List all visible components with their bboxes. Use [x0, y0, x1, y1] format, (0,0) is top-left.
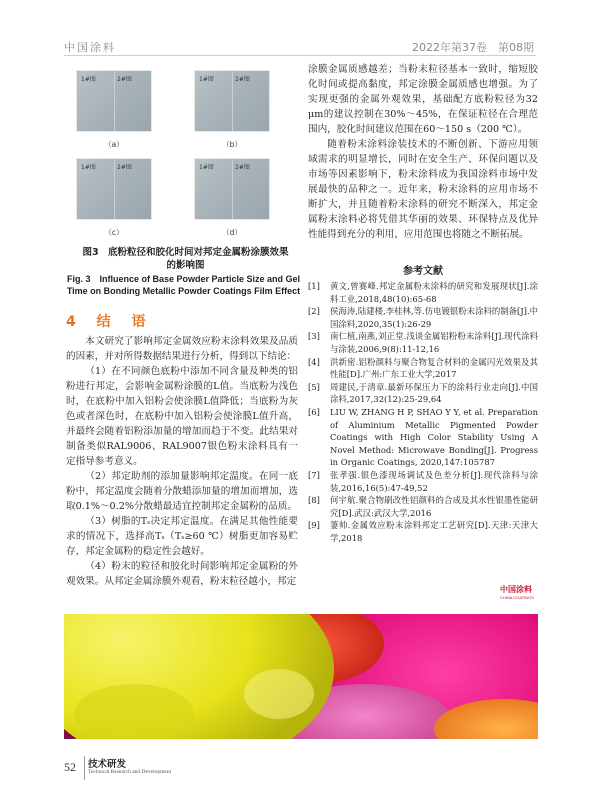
panel-label-right: 2#图: [235, 164, 250, 171]
reference-text: 张孝强.银色漆现场调试及色差分析[J].现代涂料与涂装,2016,16(5):47-49,52: [330, 469, 538, 493]
paragraph: 涂膜金属质感越差；当粉末粒径基本一致时，缩短胶化时间或提高黏度，邦定涂膜金属质感也增强。为了实现更强的金属外观效果，基础配方底粉粒径为32 μm的建议控制在30%～45%，在保证粒径在合理范围内，胶化时间建议范围在60～150 s（200 ℃）。: [308, 64, 538, 135]
reference-text: 侯海涛,陆建楼,李桂林,等.仿电镀银粉末涂料的制备[J].中国涂料,2020,35(1):26-29: [330, 306, 538, 329]
reference-number: [2]: [308, 306, 320, 317]
panel-label-left: 1#图: [199, 76, 214, 83]
reference-number: [4]: [308, 356, 320, 367]
reference-number: [7]: [308, 469, 320, 480]
paragraph: （1）在不同颜色底粉中添加不同含量及种类的铝粉进行邦定，会影响金属粉涂膜的L值。当底粉为浅色时，在底粉中加入铝粉会使涂膜L值降低；当底粉为灰色或者深色时，在底粉中加入铝粉会使涂膜L值升高，并最终会随着铝粉添加量的增加而趋于不变。此结果对制备类似RAL9006、RAL9007银色粉末涂料具有一定指导参考意义。: [66, 366, 298, 467]
left-column-body: [66, 334, 298, 589]
panel-caption-b: （b）: [222, 140, 242, 149]
paragraph: （3）树脂的Tₛ决定邦定温度。在满足其他性能要求的情况下，选择高Tₛ（Tₛ≥60 ℃）树脂更加容易贮存，邦定金属粉的稳定性会越好。: [66, 516, 298, 557]
figure-caption-en: Fig. 3 Influence of Base Powder Particle Size and Gel Time on Bonding Metallic Powder Coatings Film Effect: [66, 274, 301, 296]
reference-text: 洪新密.铝粉颜料与聚合物复合材料的金属闪光效果及其性能[D].广州:广东工业大学,2017: [330, 356, 538, 380]
reference-text: 南仁植,南燕,刘正堂.浅谈金属铝粉粉末涂料[J].现代涂料与涂装,2006,9(8):11-12,16: [330, 331, 538, 354]
panel-divider: [232, 71, 233, 131]
panel-label-left: 1#图: [81, 76, 96, 83]
figure-panel-a: [76, 70, 152, 132]
reference-text: LIU W, ZHANG H P, SHAO Y Y, et al. Preparation of Aluminium Metallic Pigmented Powder Coatings with High Color Stability Using A Novel Method: Microwave Bonding[J]. Progress in Organic Coatings, 2020,147:105787: [330, 406, 538, 468]
reference-text: 黄文,曾赛峰.邦定金属粉末涂料的研究和发展现状[J].涂料工业,2018,48(10):65-68: [330, 281, 538, 304]
reference-item: [308, 280, 538, 305]
page-number: 52: [64, 760, 76, 774]
reference-item: [308, 330, 538, 355]
panel-label-left: 1#图: [199, 164, 214, 171]
footer-section-en: Technical Research and Development: [88, 769, 172, 775]
figure-panel-c: [76, 158, 152, 220]
logo-mark: 中国涂料: [500, 585, 532, 594]
figure-3: [66, 62, 296, 242]
panel-divider: [232, 159, 233, 219]
footer-section-zh: 技术研发: [88, 759, 127, 770]
footer-divider: [84, 756, 85, 780]
reference-number: [5]: [308, 381, 320, 392]
reference-item: [308, 494, 538, 519]
reference-number: [1]: [308, 281, 320, 291]
paragraph: 本文研究了影响邦定金属效应粉末涂料效果及品质的因素，并对所得数据结果进行分析，得到以下结论：: [66, 336, 298, 362]
journal-name: 中国涂料: [64, 41, 116, 54]
reference-text: 周建民,于清章.最新环保压力下的涂料行业走向[J].中国涂料,2017,32(12):25-29,64: [330, 381, 538, 405]
reference-text: 何宇航.聚合物刷改性铝颜料的合成及其水性银墨性能研究[D].武汉:武汉大学,2016: [330, 495, 538, 518]
reference-item: [308, 406, 538, 469]
figure-panel-d: [194, 158, 270, 220]
panel-caption-c: （c）: [104, 228, 124, 237]
paragraph: （4）粉末的粒径和胶化时间影响邦定金属粉的外观效果。从邦定金属涂膜外观看，粉末粒径越小，邦定: [66, 561, 298, 587]
header-rule: [64, 55, 536, 56]
journal-logo: [500, 584, 540, 598]
powder-pigments-photo: [64, 614, 538, 739]
references-title: 参考文献: [403, 266, 443, 277]
reference-number: [6]: [308, 406, 320, 417]
right-column-body: [308, 62, 538, 242]
figure-caption-zh: 图3 底粉粒径和胶化时间对邦定金属粉涂膜效果的影响图: [82, 247, 289, 271]
reference-number: [8]: [308, 495, 320, 506]
logo-subtitle: CHINA COATINGS: [500, 595, 534, 600]
references-list: [308, 280, 538, 544]
reference-text: 萋帅.金属效应粉末涂料邦定工艺研究[D].天津:天津大学,2018: [330, 520, 538, 543]
reference-item: [308, 381, 538, 406]
page-footer: [64, 756, 264, 780]
panel-label-right: 2#图: [117, 76, 132, 83]
panel-caption-d: （d）: [222, 228, 242, 237]
reference-item: [308, 519, 538, 544]
pigment-image: [64, 614, 538, 739]
issue-info: 2022年第37卷 第08期: [412, 41, 534, 54]
panel-label-right: 2#图: [235, 76, 250, 83]
reference-item: [308, 469, 538, 494]
page-header: [0, 0, 600, 56]
reference-number: [3]: [308, 331, 320, 342]
reference-number: [9]: [308, 520, 320, 531]
panel-divider: [114, 159, 115, 219]
section-title: 4 结 语: [66, 314, 154, 330]
reference-item: [308, 305, 538, 330]
panel-label-left: 1#图: [81, 164, 96, 171]
paragraph: （2）邦定助剂的添加量影响邦定温度。在同一底粉中，邦定温度会随着分散蜡添加量的增加而增加，选取0.1%～0.2%分散蜡最适宜控制邦定金属粉的品质。: [66, 471, 298, 512]
figure-panel-b: [194, 70, 270, 132]
panel-caption-a: （a）: [104, 140, 124, 149]
reference-item: [308, 356, 538, 381]
panel-label-right: 2#图: [117, 164, 132, 171]
paragraph: 随着粉末涂料涂装技术的不断创新、下游应用领域需求的明显增长，同时在安全生产、环保问题以及市场等因素影响下，粉末涂料成为我国涂料市场中发展最快的品种之一。近年来，粉末涂料的应用市场不断扩大，并且随着粉末涂料的研究不断深入，邦定金属粉末涂料必将凭借其华丽的效果、环保特点及优异性能得到充分的利用，应用范围也将随之不断拓展。: [308, 139, 538, 240]
panel-divider: [114, 71, 115, 131]
